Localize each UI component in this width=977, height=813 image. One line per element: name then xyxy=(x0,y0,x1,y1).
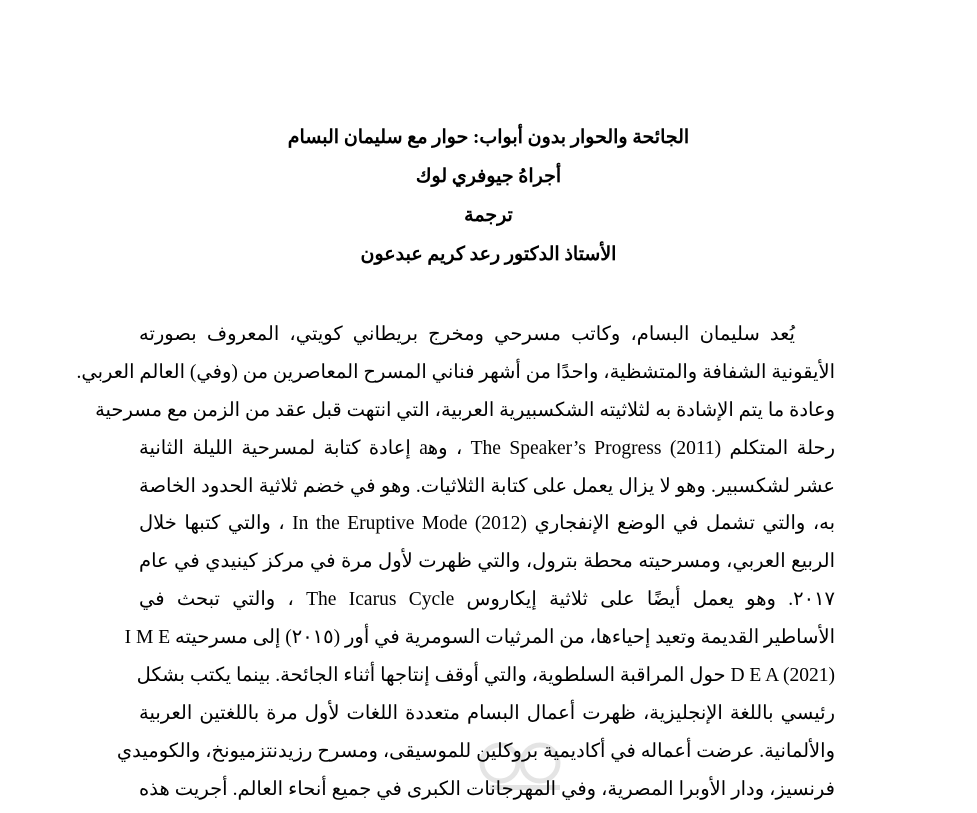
interviewer-line: أجراهُ جيوفري لوك xyxy=(415,166,562,187)
paragraph-line: D E A (2021) حول المراقبة السلطوية، والتي أوقف إنتاجها أثناء الجائحة. بينما يكتب بشكل xyxy=(136,665,835,687)
paragraph-line: يُعد سليمان البسام، وكاتب مسرحي ومخرج بريطاني كويتي، المعروف بصورته xyxy=(139,324,795,345)
paragraph-line: الأساطير القديمة وتعيد إحياءها، من المرثيات السومرية في أور (٢٠١٥) إلى مسرحيته I M E xyxy=(124,627,835,649)
paragraph-line: رحلة المتكلم The Speaker’s Progress (2011) ، وه‍a إعادة كتابة لمسرحية الليلة الثانية xyxy=(139,437,835,459)
translator-name: الأستاذ الدكتور رعد كريم عبدعون xyxy=(360,244,617,265)
paragraph-line: عشر لشكسبير. وهو لا يزال يعمل على كتابة الثلاثيات. وهو في خضم ثلاثية الحدود الخاصة xyxy=(139,475,835,497)
paragraph-line: رئيسي باللغة الإنجليزية، ظهرت أعمال البسام متعددة اللغات لأول مرة باللغتين العربية xyxy=(139,702,835,724)
paragraph-line: الأيقونية الشفافة والمتشظية، واحدًا من أشهر فناني المسرح المعاصرين من (وفي) العالم العربي. xyxy=(76,361,835,383)
title-block xyxy=(0,118,977,274)
article-title: الجائحة والحوار بدون أبواب: حوار مع سليمان البسام xyxy=(287,127,690,148)
paragraph-line: ٢٠١٧. وهو يعمل أيضًا على ثلاثية إيكاروس The Icarus Cycle ، والتي تبحث في xyxy=(139,589,835,611)
translation-label: ترجمة xyxy=(464,205,513,226)
body-paragraph xyxy=(76,316,836,809)
paragraph-line: وعادة ما يتم الإشادة به لثلاثيته الشكسبيرية العربية، التي انتهت قبل عقد من الزمن مع مسرحية xyxy=(95,399,835,421)
paragraph-line: الربيع العربي، ومسرحيته محطة بترول، والتي ظهرت لأول مرة في مركز كينيدي في عام xyxy=(139,551,835,573)
paragraph-line: والألمانية. عرضت أعماله في أكاديمية بروكلين للموسيقى، ومسرح رزيدنتزميونخ، والكوميدي xyxy=(116,740,835,762)
paragraph-line: به، والتي تشمل في الوضع الإنفجاري In the Eruptive Mode (2012) ، والتي كتبها خلال xyxy=(139,513,836,535)
paragraph-line: فرنسيز، ودار الأوبرا المصرية، وفي المهرجانات الكبرى في جميع أنحاء العالم. أجريت هذه xyxy=(139,778,835,800)
